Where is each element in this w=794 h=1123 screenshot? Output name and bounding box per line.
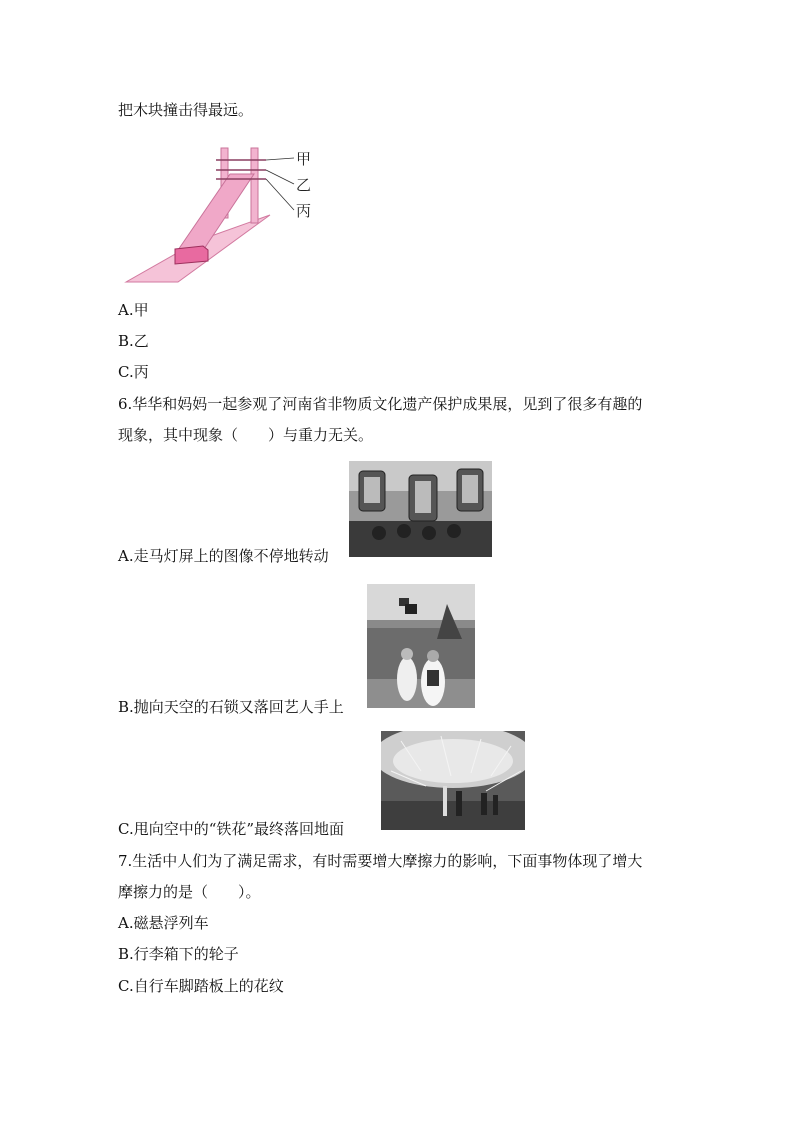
q5-option-c: C.丙 bbox=[118, 363, 149, 381]
q6-stem-line1: 6.华华和妈妈一起参观了河南省非物质文化遗产保护成果展，见到了很多有趣的 bbox=[118, 395, 643, 413]
ramp-figure bbox=[118, 140, 328, 285]
photo-lanterns bbox=[349, 461, 492, 557]
q7-option-c: C.自行车脚踏板上的花纹 bbox=[118, 977, 284, 995]
photo-iron-flowers bbox=[381, 731, 525, 830]
label-bing: 丙 bbox=[296, 202, 312, 220]
q6-option-c: C.甩向空中的“铁花”最终落回地面 bbox=[118, 820, 345, 838]
q5-intro-tail: 把木块撞击得最远。 bbox=[118, 101, 254, 119]
q6-option-b: B.抛向天空的石锁又落回艺人手上 bbox=[118, 698, 344, 716]
label-yi: 乙 bbox=[296, 176, 312, 194]
q5-option-a: A.甲 bbox=[118, 301, 149, 319]
q6-stem-line2: 现象，其中现象（ ）与重力无关。 bbox=[118, 426, 374, 444]
q7-stem-line2: 摩擦力的是（ ）。 bbox=[118, 883, 261, 901]
wood-block bbox=[175, 246, 208, 264]
q7-option-b: B.行李箱下的轮子 bbox=[118, 945, 239, 963]
photo-stone-lock bbox=[367, 584, 475, 708]
label-jia: 甲 bbox=[296, 150, 312, 168]
q6-option-a: A.走马灯屏上的图像不停地转动 bbox=[118, 547, 329, 565]
q7-option-a: A.磁悬浮列车 bbox=[118, 914, 209, 932]
q7-stem-line1: 7.生活中人们为了满足需求，有时需要增大摩擦力的影响，下面事物体现了增大 bbox=[118, 852, 643, 870]
leader-line-jia bbox=[266, 158, 294, 160]
leader-line-yi bbox=[266, 170, 294, 184]
q5-option-b: B.乙 bbox=[118, 332, 149, 350]
leader-line-bing bbox=[266, 179, 294, 210]
